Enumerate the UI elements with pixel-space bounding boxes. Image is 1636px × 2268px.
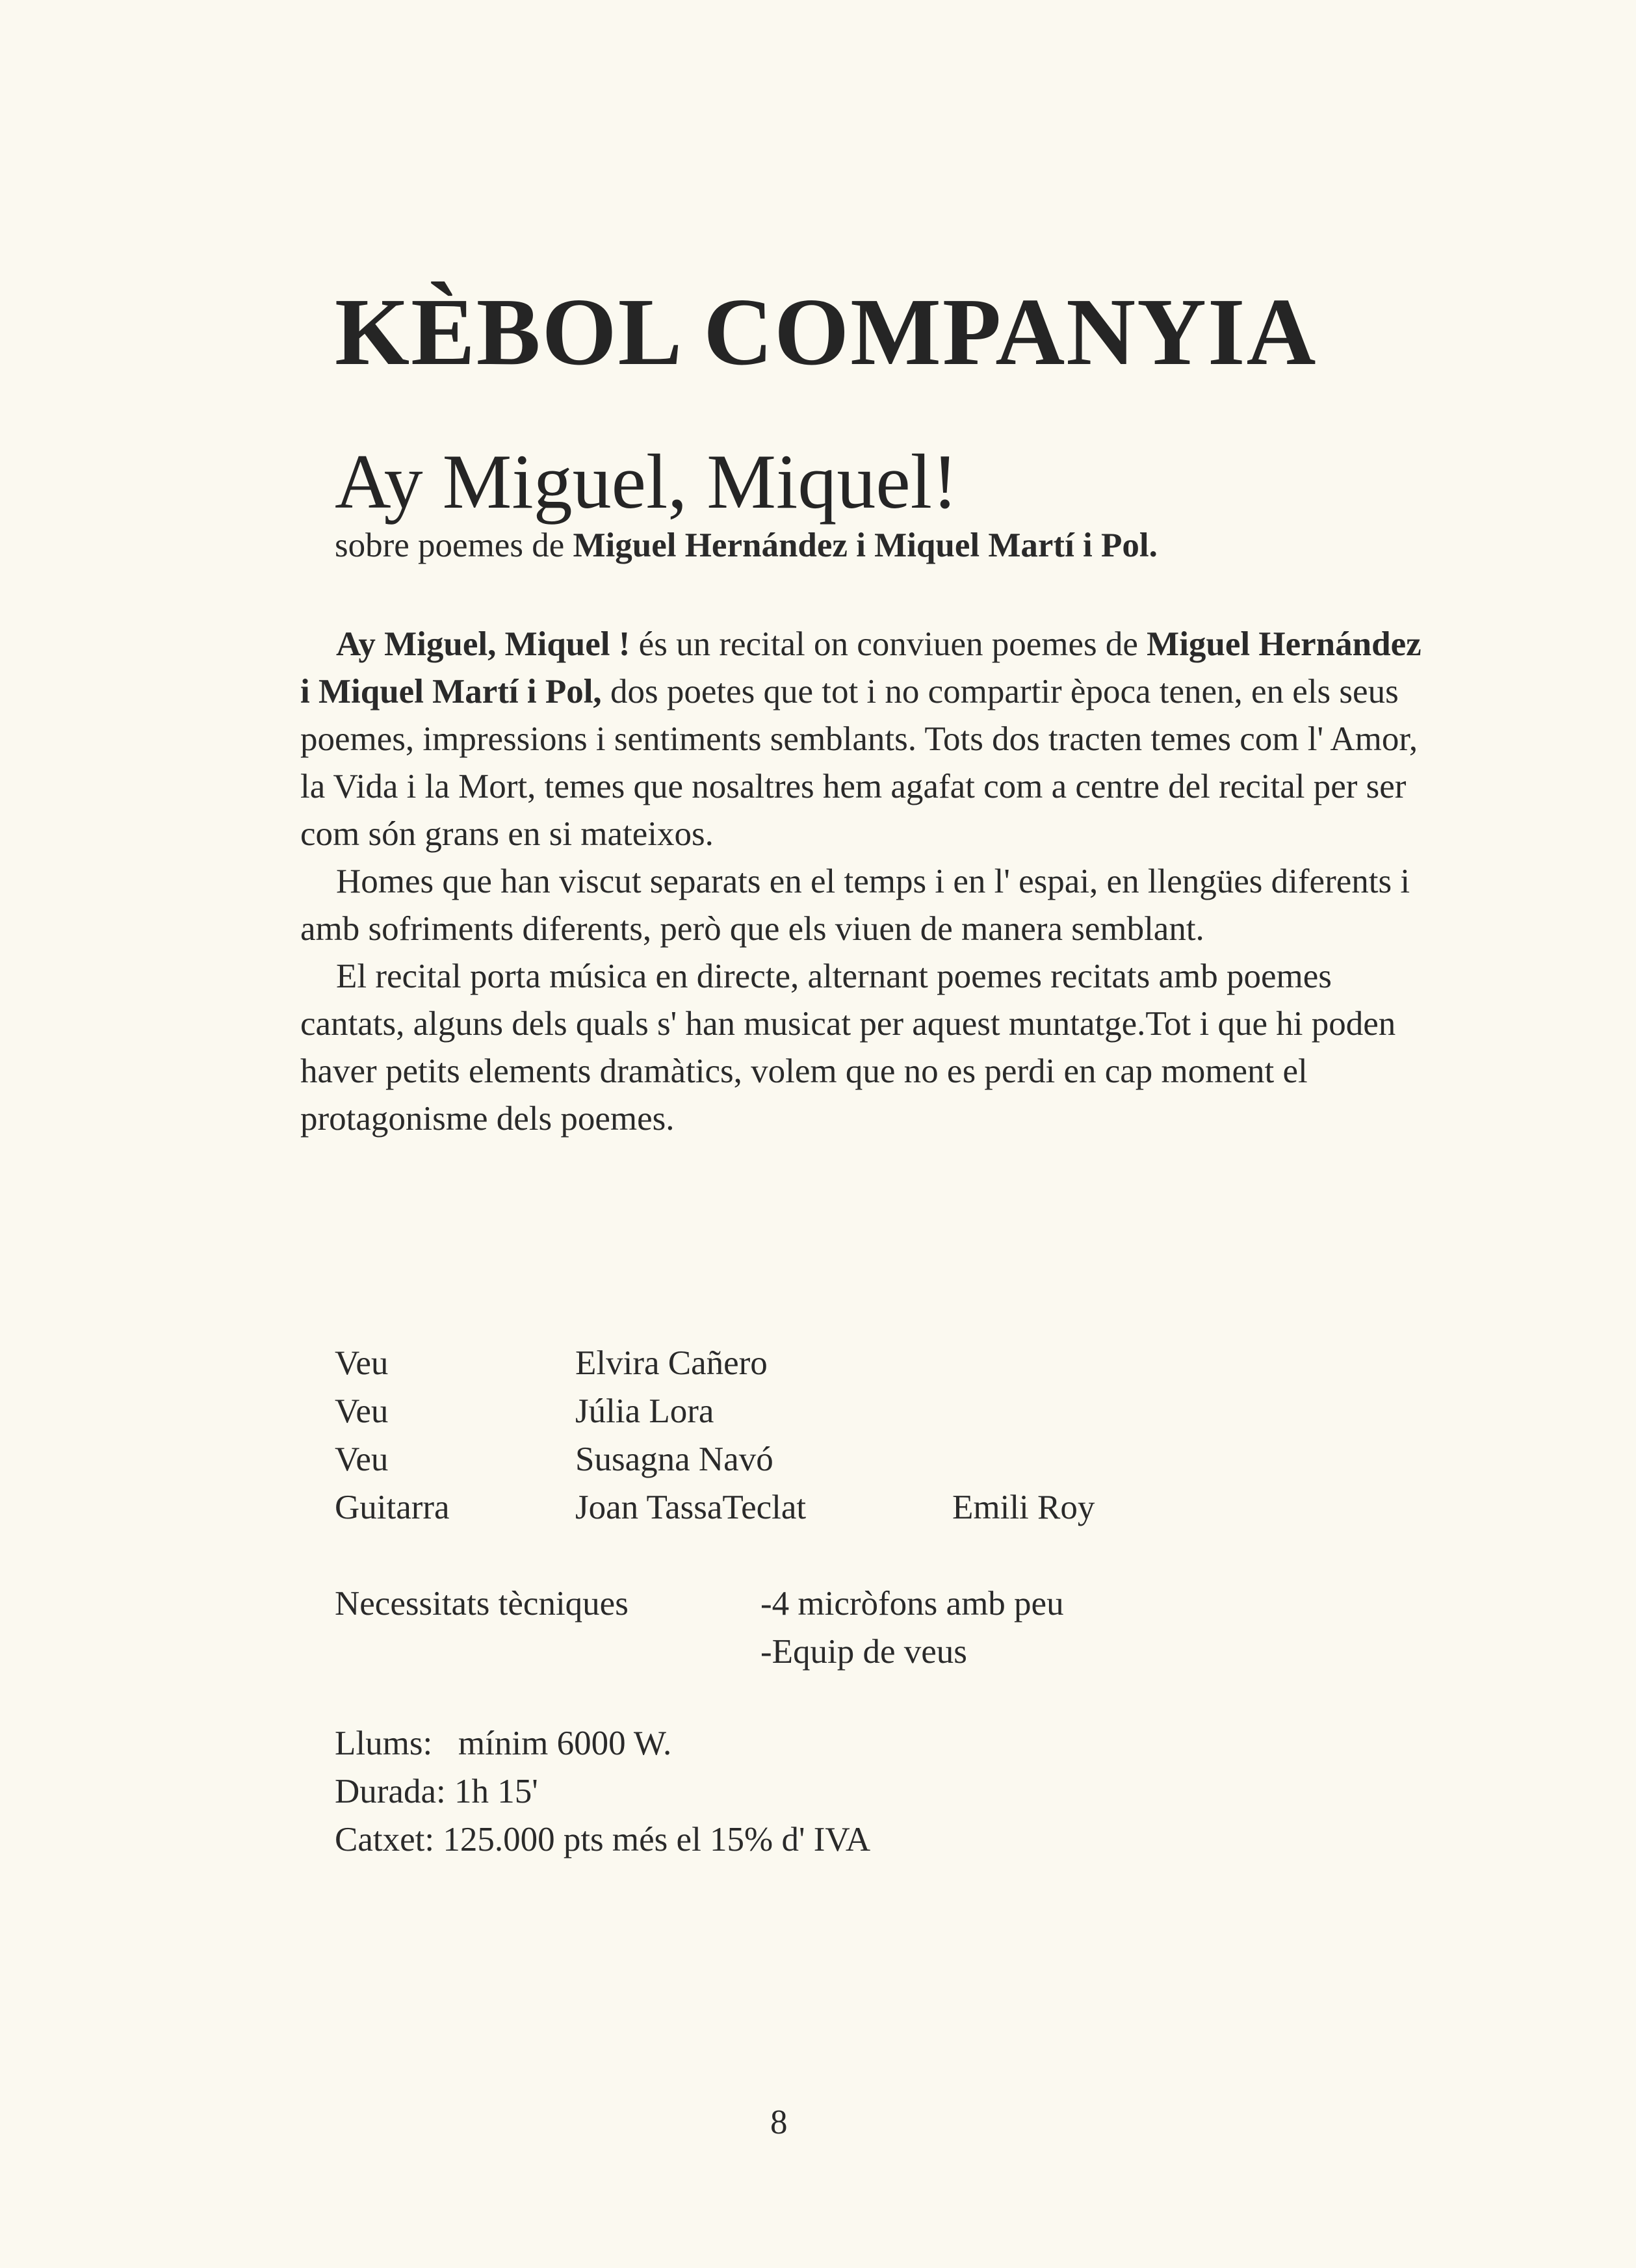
paragraph-1 (300, 621, 1431, 858)
show-info (335, 1719, 870, 1864)
description (300, 621, 1431, 1143)
cast-role: Guitarra (335, 1489, 450, 1526)
paragraph-1-text-a: és un recital on conviuen poemes de (630, 625, 1147, 663)
duration-info: Durada: 1h 15' (335, 1773, 538, 1810)
paragraph-2: Homes que han viscut separats en el temps i en l' espai, en llengües diferents i amb sofriments diferents, però que els viuen de manera semblant. (300, 863, 1410, 948)
page-number: 8 (770, 2104, 788, 2141)
technical-need-item: -4 micròfons amb peu (760, 1585, 1064, 1623)
cast-role: Veu (335, 1344, 389, 1382)
company-title: KÈBOL COMPANYIA (335, 279, 1318, 385)
subtitle (335, 525, 1158, 567)
cast-name: Júlia Lora (575, 1392, 714, 1430)
paragraph-3: El recital porta música en directe, alternant poemes recitats amb poemes cantats, alguns dels quals s' han musicat per aquest muntatge.Tot i que hi poden haver petits elements dramàtics, volem que no es perdi en cap moment el protagonisme dels poemes. (300, 958, 1396, 1138)
paragraph-1-bold-title: Ay Miguel, Miquel ! (336, 625, 630, 663)
cast-name: Joan TassaTeclat (575, 1489, 807, 1526)
paragraph-1-text-b: dos poetes que tot i no compartir època tenen, en els seus poemes, impressions i sentiments semblants. Tots dos tracten temes com l' Amor, la Vida i la Mort, temes que nosaltres hem agafat com a centre del recital per ser com són grans en si mateixos. (300, 673, 1418, 853)
fee-info: Catxet: 125.000 pts més el 15% d' IVA (335, 1821, 871, 1858)
technical-needs-label: Necessitats tècniques (335, 1585, 629, 1623)
cast-role: Veu (335, 1440, 389, 1478)
paragraph-1-bold-authors: Miguel Hernández i Miquel Martí i Pol, (300, 625, 1422, 710)
lights-info: Llums: mínim 6000 W. (335, 1725, 672, 1762)
cast-name: Susagna Navó (575, 1440, 773, 1478)
technical-need-item: -Equip de veus (760, 1633, 967, 1671)
technical-needs-list (760, 1580, 1064, 1676)
cast-role: Veu (335, 1392, 389, 1430)
show-title: Ay Miguel, Miquel! (335, 438, 958, 525)
cast-extra-name: Emili Roy (952, 1489, 1095, 1526)
cast-name: Elvira Cañero (575, 1344, 768, 1382)
subtitle-authors: Miguel Hernández i Miquel Martí i Pol. (573, 527, 1158, 564)
subtitle-prefix: sobre poemes de (335, 527, 573, 564)
